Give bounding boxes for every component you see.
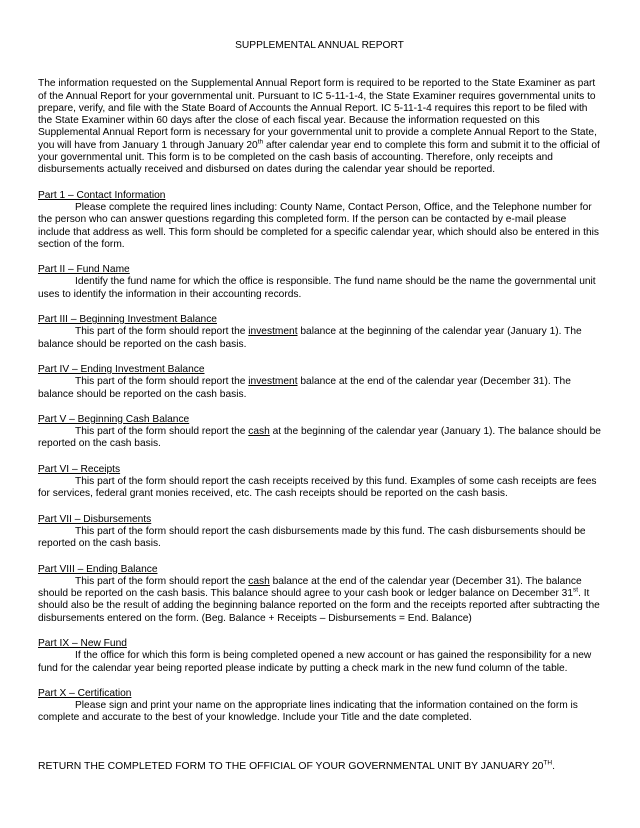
return-instruction-end: .	[552, 760, 555, 772]
return-instruction	[38, 761, 601, 773]
intro-superscript: th	[257, 138, 264, 146]
section-part-10	[38, 688, 601, 725]
section-text: balance at the beginning of the calendar year (January 1). The balance should be reported on the cash basis.	[38, 326, 582, 350]
section-heading: Part VI – Receipts	[38, 463, 121, 475]
section-heading: Part IV – Ending Investment Balance	[38, 363, 205, 375]
section-text: This part of the form should report the	[75, 326, 249, 338]
intro-paragraph	[38, 78, 601, 176]
underlined-term: investment	[248, 376, 298, 388]
section-text: balance at the end of the calendar year (December 31). The balance should be reported on the cash basis. This balance should agree to your cash book or ledger balance on December 31	[38, 575, 582, 600]
section-part-2	[38, 264, 601, 301]
section-part-5	[38, 414, 601, 451]
section-text: balance at the end of the calendar year (December 31). The balance should be reported on the cash basis.	[38, 376, 571, 400]
section-part-8	[38, 564, 601, 625]
return-instruction-text: RETURN THE COMPLETED FORM TO THE OFFICIAL OF YOUR GOVERNMENTAL UNIT BY JANUARY 20	[38, 760, 544, 772]
section-part-6	[38, 464, 601, 501]
section-text: This part of the form should report the cash disbursements made by this fund. The cash disbursements should be reported on the cash basis.	[38, 525, 586, 550]
section-text: at the beginning of the calendar year (January 1). The balance should be reported on the cash basis.	[38, 426, 601, 450]
section-text: This part of the form should report the	[75, 575, 249, 587]
section-text: This part of the form should report the cash receipts received by this fund. Examples of some cash receipts are fees for services, federal grant monies received, etc. The cash receipts should be reported on the cash basis.	[38, 476, 597, 500]
section-part-7	[38, 514, 601, 551]
section-part-3	[38, 314, 601, 351]
section-text: . It should also be the result of adding the beginning balance reported on the form and the receipts reported after subtracting the disbursements entered on the form. (Beg. Balance + Receipts – Disbursements = End. Balance)	[38, 588, 600, 624]
intro-text-part2: after calendar year end to complete this form and submit it to the official of your governmental unit. This form is to be completed on the cash basis of accounting. Therefore, only receipts and disbursements actually received and disbursed on dates during the calendar year should be reported.	[38, 139, 600, 176]
section-heading: Part V – Beginning Cash Balance	[38, 413, 190, 425]
superscript: TH	[543, 759, 553, 767]
section-heading: Part 1 – Contact Information	[38, 189, 166, 201]
document-title: SUPPLEMENTAL ANNUAL REPORT	[235, 40, 404, 51]
section-text: Please complete the required lines including: County Name, Contact Person, Office, and the Telephone number for the person who can answer questions regarding this completed form. If the person can be contacted by e-mail please include that address as well. This form should be completed for a specific calendar year, which should also be entered in this section of the form.	[38, 201, 599, 250]
intro-text-part1: The information requested on the Supplemental Annual Report form is required to be reported to the State Examiner as part of the Annual Report for your governmental unit. Pursuant to IC 5-11-1-4, the State Examiner requires governmental units to prepare, verify, and file with the State Board of Accounts the Annual Report. IC 5-11-1-4 requires this report to be filed with the State Examiner within 60 days after the close of each fiscal year. Because the information requested on this Supplemental Annual Report form is necessary for your governmental unit to provide a complete Annual Report to the State, you will have from January 1 through January 20	[38, 78, 597, 151]
underlined-term: investment	[248, 326, 298, 338]
section-part-1	[38, 190, 601, 251]
section-text: This part of the form should report the	[75, 376, 249, 388]
section-part-9	[38, 638, 601, 675]
section-heading: Part VII – Disbursements	[38, 513, 152, 525]
underlined-term: cash	[248, 575, 270, 587]
superscript: st	[573, 586, 579, 594]
section-text: Identify the fund name for which the office is responsible. The fund name should be the name the governmental unit uses to identify the information in their accounting records.	[38, 276, 596, 300]
section-text: If the office for which this form is being completed opened a new account or has gained the responsibility for a new fund for the calendar year being reported please indicate by putting a check mark in the new fund column of the table.	[38, 650, 592, 674]
section-text: Please sign and print your name on the appropriate lines indicating that the information contained on the form is complete and accurate to the best of your knowledge. Include your Title and the date completed.	[38, 700, 578, 724]
section-heading: Part III – Beginning Investment Balance	[38, 314, 217, 326]
section-heading: Part II – Fund Name	[38, 264, 130, 276]
underlined-term: cash	[248, 426, 270, 438]
section-text: This part of the form should report the	[75, 426, 249, 438]
section-heading: Part X – Certification	[38, 687, 132, 699]
section-part-4	[38, 364, 601, 401]
section-heading: Part IX – New Fund	[38, 637, 127, 649]
section-heading: Part VIII – Ending Balance	[38, 563, 158, 575]
